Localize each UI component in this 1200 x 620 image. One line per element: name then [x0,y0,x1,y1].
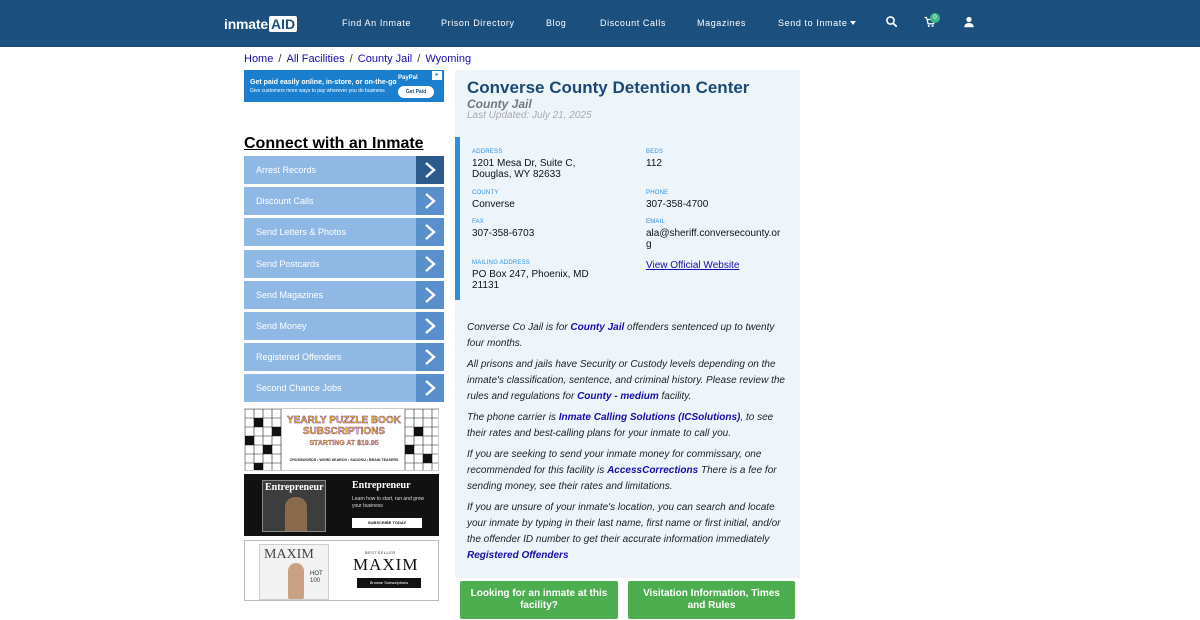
access-corrections-link[interactable]: AccessCorrections [607,465,699,476]
county-value: Converse [472,199,515,210]
ad-choices-icon[interactable]: ▸ [432,71,442,80]
sidebar-item-send-money[interactable]: Send Money [244,312,444,340]
email-value: ala@sheriff.conversecounty.org [646,228,781,250]
address-label: ADDRESS [472,149,503,155]
find-inmate-button[interactable]: Looking for an inmate at this facility? [460,581,618,619]
maxim-logo: MAXIM [353,555,419,574]
nav-prison-directory[interactable]: Prison Directory [441,18,515,28]
breadcrumb-home[interactable]: Home [244,53,274,65]
breadcrumb-wyoming[interactable]: Wyoming [425,53,472,65]
sidebar-item-send-postcards[interactable]: Send Postcards [244,250,444,278]
nav-find-an-inmate[interactable]: Find An Inmate [342,18,411,28]
beds-label: BEDS [646,149,664,155]
email-label: EMAIL [646,219,666,225]
beds-value: 112 [646,158,662,169]
entrepreneur-promo[interactable]: Entrepreneur Entrepreneur Learn how to start, run and grow your business SUBSCRIBE TODAY [244,474,439,536]
cart-count-badge: 0 [930,13,940,23]
chevron-right-icon [416,343,444,371]
sidebar-item-send-letters[interactable]: Send Letters & Photos [244,218,444,246]
cover-person-image [285,497,307,531]
facility-description [467,320,789,569]
security-level-link[interactable]: County - medium [577,391,659,402]
connect-menu [244,156,444,406]
sidebar-item-second-chance-jobs[interactable]: Second Chance Jobs [244,374,444,402]
paypal-ad-banner[interactable]: Get paid easily online, in-store, or on-the-go Give customers more ways to pay wherever you do business PayPal Get Paid ▸ [244,70,444,102]
chevron-right-icon [416,374,444,402]
phone-carrier-link[interactable]: Inmate Calling Solutions (ICSolutions) [558,412,741,423]
fax-label: FAX [472,219,484,225]
nav-discount-calls[interactable]: Discount Calls [600,18,666,28]
chevron-right-icon [416,187,444,215]
subscribe-today-button[interactable]: SUBSCRIBE TODAY [352,518,422,528]
search-icon[interactable] [885,15,899,29]
sidebar-item-discount-calls[interactable]: Discount Calls [244,187,444,215]
magazine-cover: MAXIM HOT 100 [259,544,329,600]
last-updated: Last Updated: July 21, 2025 [467,110,592,121]
desc-paragraph: All prisons and jails have Security or Custody levels depending on the inmate's classification, sentence, and criminal history. Please review the rules and regulations for County - medium facility. [467,359,785,402]
desc-paragraph: If you are unsure of your inmate's location, you can search and locate your inmate by typing in their last name, first name or first initial, and/or the offender ID number to get their accurate information immediately Registered Offenders [467,502,781,561]
breadcrumb: Home / All Facilities / County Jail / Wyoming [244,53,472,65]
chevron-right-icon [416,312,444,340]
fax-value: 307-358-6703 [472,228,535,239]
site-logo[interactable]: inmate AID [224,16,296,32]
browse-subscriptions-button[interactable]: Browse Subscriptions [357,578,421,588]
top-nav [0,0,1200,47]
desc-paragraph: The phone carrier is Inmate Calling Solutions (ICSolutions), to see their rates and best-calling plans for your inmate to call you. [467,412,774,439]
county-jail-link[interactable]: County Jail [570,322,625,333]
cover-model-image [288,563,304,599]
desc-paragraph: Converse Co Jail is for County Jail offenders sentenced up to twenty four months. [467,322,775,349]
paypal-logo: PayPal [398,75,418,81]
chevron-right-icon [416,218,444,246]
chevron-right-icon [416,250,444,278]
registered-offenders-link[interactable]: Registered Offenders [467,550,569,561]
maxim-promo[interactable]: MAXIM HOT 100 BESTSELLER MAXIM Browse Subscriptions [244,540,439,601]
facility-type: County Jail [467,97,532,111]
sidebar-item-send-magazines[interactable]: Send Magazines [244,281,444,309]
nav-blog[interactable]: Blog [546,18,567,28]
official-website-link[interactable]: View Official Website [646,260,740,271]
puzzle-book-promo[interactable]: YEARLY PUZZLE BOOK SUBSCRIPTIONS STARTING AT $19.95 CROSSWORDS • WORD SEARCH • SUDOKU • BRAIN TEASERS [244,408,439,471]
user-icon[interactable] [962,15,976,29]
facility-name: Converse County Detention Center [467,78,750,97]
phone-value: 307-358-4700 [646,199,709,210]
breadcrumb-all-facilities[interactable]: All Facilities [286,53,345,65]
nav-magazines[interactable]: Magazines [697,18,746,28]
desc-paragraph: If you are seeking to send your inmate money for commissary, one recommended for this facility is AccessCorrections There is a fee for sending money, see their rates and limitations. [467,449,777,492]
nav-send-to-inmate[interactable]: Send to Inmate [778,18,856,28]
phone-label: PHONE [646,190,669,196]
address-value: 1201 Mesa Dr, Suite C, Douglas, WY 82633 [472,158,576,180]
sidebar-item-arrest-records[interactable]: Arrest Records [244,156,444,184]
magazine-cover: Entrepreneur [262,480,326,532]
chevron-right-icon [416,281,444,309]
chevron-right-icon [416,156,444,184]
sidebar-item-registered-offenders[interactable]: Registered Offenders [244,343,444,371]
breadcrumb-county-jail[interactable]: County Jail [357,53,413,65]
entrepreneur-logo: Entrepreneur [352,480,411,491]
caret-down-icon [850,21,856,25]
get-paid-button[interactable]: Get Paid [398,86,434,98]
connect-heading[interactable]: Connect with an Inmate [244,135,424,152]
visitation-info-button[interactable]: Visitation Information, Times and Rules [628,581,795,619]
mailing-address-value: PO Box 247, Phoenix, MD 21131 [472,269,589,291]
mailing-address-label: MAILING ADDRESS [472,260,531,266]
county-label: COUNTY [472,190,499,196]
